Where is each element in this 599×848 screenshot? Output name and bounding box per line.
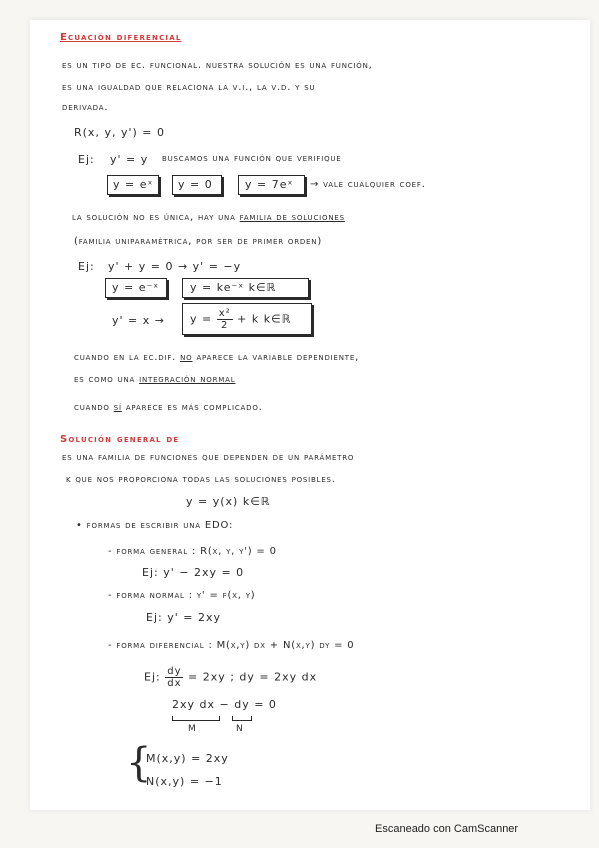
form-differential: - forma diferencial : M(x,y) dx + N(x,y) dy = 0 [108,640,355,651]
bullet-heading: • formas de escribir una EDO: [76,520,234,531]
text-span: cuando [74,402,110,413]
solution-3: y = 7eˣ [245,178,294,191]
example-rest: = 2xy ; dy = 2xy dx [187,670,318,684]
fraction [165,666,183,689]
example-label: Ej: [144,670,161,684]
solution-1: y = eˣ [113,178,154,191]
solution-family-integral [190,308,291,331]
text-line: es una familia de funciones que dependen de un parámetro [62,452,355,463]
text-span: la solución no es única, hay una [72,212,236,223]
section-title-ecuacion: Ecuación diferencial [60,32,182,43]
text-line [74,352,359,363]
underlined-term: integración normal [139,374,236,385]
solution-rhs: + k k∈ℝ [237,312,292,326]
example-label: Ej: [78,153,95,166]
m-definition: M(x,y) = 2xy [146,752,229,765]
underbrace-m [172,716,220,721]
solution-particular: y = e⁻ˣ [112,281,160,294]
form-general: - forma general : R(x, y, y') = 0 [108,546,277,557]
underlined-term: no [180,352,193,363]
fraction-denominator: dx [167,678,182,689]
solution-2: y = 0 [178,178,213,191]
example-text: buscamos una función que verifique [162,153,342,164]
underbrace-n [232,716,252,721]
text-line [74,402,263,413]
general-solution-form: y = y(x) k∈ℝ [186,495,271,508]
fraction-numerator: dy [167,666,182,677]
n-label: N [236,724,244,734]
text-line: derivada. [62,102,109,113]
example-equation: y' + y = 0 → y' = −y [108,260,242,273]
text-line: es una igualdad que relaciona la v.i., la v.d. y su [62,82,316,93]
form-normal: - forma normal : y' = f(x, y) [108,590,256,601]
solution-lhs: y = [190,312,213,326]
text-line: es un tipo de ec. funcional. nuestra solución es una función, [62,60,373,71]
text-line [72,212,345,223]
brace: { [126,740,152,786]
section-title-solucion: Solución general de [60,434,180,445]
text-line: (familia uniparamétrica, por ser de primer orden) [74,236,323,247]
differential-line: 2xy dx − dy = 0 [172,698,277,711]
m-label: M [188,724,197,734]
fraction-numerator: x² [218,308,231,319]
text-span: aparece la variable dependiente, [196,352,360,363]
example-equation: y' = x → [112,314,165,327]
text-line: k que nos proporciona todas las soluciones posibles. [66,474,336,485]
form-general-example: Ej: y' − 2xy = 0 [142,566,245,579]
form-normal-example: Ej: y' = 2xy [146,611,221,624]
fraction [217,308,233,331]
underlined-term: sí [113,402,122,413]
text-span: cuando en la ec.dif. [74,352,177,363]
form-differential-example [144,666,317,689]
scanner-watermark: Escaneado con CamScanner [375,823,519,835]
underlined-term: familia de soluciones [239,212,345,223]
general-form: R(x, y, y') = 0 [74,126,165,139]
example-equation: y' = y [110,153,149,166]
solution-note: → vale cualquier coef. [310,179,426,190]
text-line [74,374,235,385]
n-definition: N(x,y) = −1 [146,775,223,788]
example-label: Ej: [78,260,95,273]
text-span: aparece es más complicado. [125,402,263,413]
text-span: es como una [74,374,136,385]
solution-family: y = ke⁻ˣ k∈ℝ [190,281,277,294]
fraction-denominator: 2 [221,320,229,331]
